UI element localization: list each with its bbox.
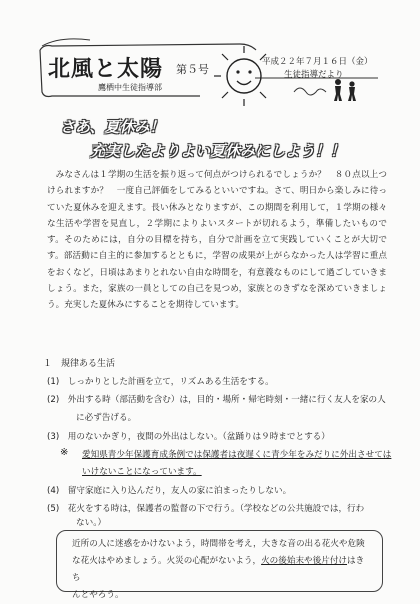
wind-swirl-icon [290, 82, 330, 102]
notice-line-2-start: な花火はやめましょう。火災の心配がないよう， [72, 556, 262, 566]
rule-item-2: (2) 外出する時（部活動を含む）は，目的・場所・帰宅時刻・一緒に行く友人を家の人 [47, 395, 386, 405]
publication-date: 平成２２年７月１６日（金） [262, 57, 373, 67]
rule-item-4: (4) 留守家庭に入り込んだり，友人の家に泊まったりしない。 [47, 486, 292, 496]
curfew-note-line-1: 愛知県青少年保護育成条例では保護者は夜遅くに青少年をみだりに外出させては [82, 450, 392, 460]
rule-item-3: (3) 用のないかぎり，夜間の外出はしない。（盆踊りは９時までとする） [47, 432, 330, 442]
children-silhouette-icon [330, 78, 360, 102]
intro-paragraph: みなさんは１学期の生活を振り返って何点がつけられるでしょうか？ ８０点以上つけられますか？ 一度自己評価をしてみるといいですね。さて、明日から楽しみに待っていた夏休みを迎えます。長い休みとなりますが、この期間を利用して，１学期の様々な生活や学習を見直し，２学期によりよいスタートが切れるよう，準備したいものです。そのためには，自分の目標を持ち，自分で計画を立て実践していくことが大切です。部活動に自主的に参加するとともに，学習の成果が上がらなかった人は学習に重点をおくなど，日頃はあまりとれない自由な時間を，有意義なものにして過ごしていきましょう。また，家族の一員としての自己を見つめ，家族とのきずなを深めていきましょう。充実した夏休みにすることを期待しています。 [47, 170, 387, 311]
slogan-line-2: 充実したよりよい夏休みにしよう！！ [90, 142, 346, 160]
school-department: 鷹栖中生徒指導部 [98, 83, 162, 92]
rule-item-5-continued: ない。） [76, 518, 107, 528]
rule-item-1: (1) しっかりとした計画を立て，リズムある生活をする。 [47, 377, 274, 387]
rule-item-5: (5) 花火をする時は，保護者の監督の下で行う。（学校などの公共施設では，行わ [47, 504, 365, 514]
note-mark: ※ [60, 447, 69, 458]
slogan-line-1: さあ、夏休み！ [60, 118, 165, 136]
newsletter-name: 生徒指導だより [284, 70, 344, 80]
section-heading: １ 規律ある生活 [43, 359, 116, 369]
newsletter-title: 北風と太陽 [48, 56, 164, 82]
notice-line-3: んとやろう。 [72, 590, 124, 600]
rule-item-2-cont: に必ず告げる。 [76, 413, 137, 423]
notice-line-2-end: はきち [72, 556, 365, 583]
fireworks-notice-text [72, 536, 372, 604]
notice-underlined-phrase: 火の後始末や後片付け [261, 556, 348, 566]
issue-number: 第５号 [176, 63, 209, 76]
sun-illustration-icon [200, 40, 280, 110]
notice-line-1: 近所の人に迷惑をかけないよう，時間帯を考え，大きな音の出る花火や危険 [72, 539, 365, 549]
notice-line-2 [72, 553, 372, 587]
curfew-note-line-2: いけないことになっています。 [82, 467, 202, 477]
